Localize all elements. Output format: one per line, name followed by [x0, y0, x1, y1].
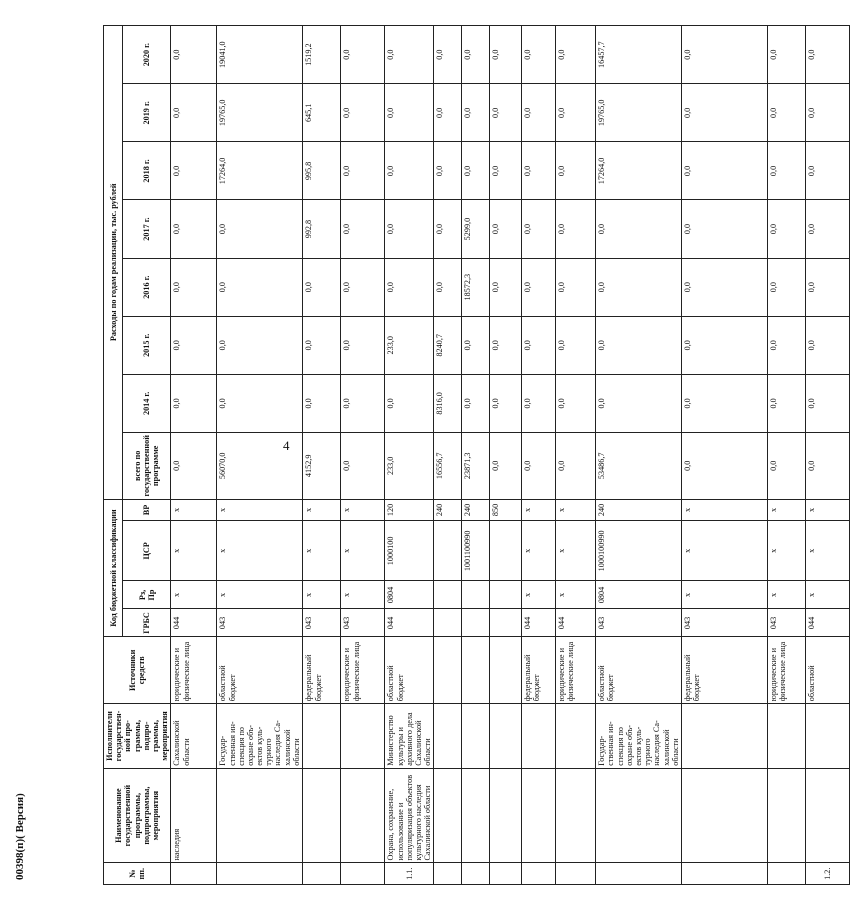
cell-2014: 0,0 [171, 374, 217, 432]
cell-2017: 0,0 [217, 200, 303, 258]
cell-executor: Государ-ственная ин-спекция по охране объ-ектов куль-турного наследия Са-халинской области [596, 704, 682, 769]
cell-2016: 0,0 [767, 258, 805, 316]
cell-vr: 240 [462, 499, 490, 521]
cell-executor: Государ-ственная ин-спекция по охране объ-ектов куль-турного наследия Са-халинской области [217, 704, 303, 769]
cell-grbs: 044 [385, 609, 434, 637]
table-row [462, 26, 490, 885]
cell-2018: 0,0 [490, 142, 522, 200]
cell-source: областной бюджет [385, 637, 434, 704]
cell-2016: 0,0 [341, 258, 385, 316]
cell-total: 23871,3 [462, 432, 490, 499]
cell-2015: 0,0 [490, 316, 522, 374]
cell-2020: 0,0 [556, 26, 596, 84]
cell-csr: 1000100990 [596, 521, 682, 581]
cell-2015: 0,0 [522, 316, 556, 374]
cell-2019: 0,0 [385, 84, 434, 142]
cell-total: 4152,9 [303, 432, 341, 499]
cell-2020: 0,0 [681, 26, 767, 84]
cell-2019: 0,0 [490, 84, 522, 142]
cell-total: 56070,0 [217, 432, 303, 499]
cell-2015: 0,0 [681, 316, 767, 374]
cell-2019: 0,0 [556, 84, 596, 142]
cell-csr: х [522, 521, 556, 581]
cell-grbs: 044 [171, 609, 217, 637]
cell-executor [805, 704, 849, 769]
cell-2018: 0,0 [522, 142, 556, 200]
cell-num: 1.1. [385, 863, 434, 885]
cell-vr: х [681, 499, 767, 521]
cell-2014: 0,0 [217, 374, 303, 432]
cell-2015: 0,0 [217, 316, 303, 374]
cell-name [217, 768, 303, 863]
cell-rzpr: х [522, 581, 556, 609]
cell-2019: 0,0 [805, 84, 849, 142]
cell-rzpr: х [556, 581, 596, 609]
cell-2014: 0,0 [596, 374, 682, 432]
cell-name [681, 768, 767, 863]
cell-2014: 0,0 [490, 374, 522, 432]
cell-name [303, 768, 341, 863]
cell-source: областной бюджет [217, 637, 303, 704]
cell-2016: 0,0 [681, 258, 767, 316]
budget-table [103, 25, 850, 885]
cell-2016: 0,0 [596, 258, 682, 316]
cell-source [490, 637, 522, 704]
cell-vr: 850 [490, 499, 522, 521]
cell-2019: 19765,0 [217, 84, 303, 142]
cell-num [556, 863, 596, 885]
cell-2016: 0,0 [556, 258, 596, 316]
cell-total: 0,0 [171, 432, 217, 499]
cell-source [434, 637, 462, 704]
cell-2015: 0,0 [341, 316, 385, 374]
table-row [681, 26, 767, 885]
cell-executor [303, 704, 341, 769]
cell-2014: 0,0 [522, 374, 556, 432]
cell-total: 0,0 [556, 432, 596, 499]
cell-grbs [434, 609, 462, 637]
cell-2016: 0,0 [171, 258, 217, 316]
cell-vr: 240 [596, 499, 682, 521]
cell-2020: 0,0 [434, 26, 462, 84]
cell-rzpr: 0804 [385, 581, 434, 609]
cell-2019: 0,0 [171, 84, 217, 142]
cell-name [805, 768, 849, 863]
cell-vr: х [767, 499, 805, 521]
cell-2020: 0,0 [522, 26, 556, 84]
cell-rzpr: х [805, 581, 849, 609]
cell-source: областной [805, 637, 849, 704]
cell-2017: 0,0 [681, 200, 767, 258]
cell-num [171, 863, 217, 885]
cell-2014: 0,0 [385, 374, 434, 432]
cell-2016: 18572,3 [462, 258, 490, 316]
cell-rzpr: х [303, 581, 341, 609]
cell-executor [767, 704, 805, 769]
cell-2015: 0,0 [556, 316, 596, 374]
cell-2018: 0,0 [805, 142, 849, 200]
cell-csr: х [303, 521, 341, 581]
col-header-2017: 2017 г. [123, 200, 171, 258]
cell-2017: 0,0 [767, 200, 805, 258]
cell-grbs: 044 [556, 609, 596, 637]
cell-executor [556, 704, 596, 769]
col-header-2016: 2016 г. [123, 258, 171, 316]
cell-2020: 0,0 [767, 26, 805, 84]
cell-2020: 0,0 [341, 26, 385, 84]
cell-2019: 19765,0 [596, 84, 682, 142]
cell-2020: 0,0 [385, 26, 434, 84]
cell-rzpr [490, 581, 522, 609]
cell-2015: 0,0 [805, 316, 849, 374]
cell-2017: 0,0 [522, 200, 556, 258]
table-row [171, 26, 217, 885]
cell-2014: 0,0 [462, 374, 490, 432]
cell-csr: х [805, 521, 849, 581]
cell-2018: 0,0 [462, 142, 490, 200]
budget-table-rotated [103, 25, 832, 885]
cell-num [462, 863, 490, 885]
cell-2015: 0,0 [171, 316, 217, 374]
cell-2019: 0,0 [767, 84, 805, 142]
cell-grbs: 043 [303, 609, 341, 637]
cell-name: наследия [171, 768, 217, 863]
col-header-2014: 2014 г. [123, 374, 171, 432]
cell-total: 53486,7 [596, 432, 682, 499]
cell-executor [341, 704, 385, 769]
table-body [171, 26, 850, 885]
cell-num [303, 863, 341, 885]
col-header-2020: 2020 г. [123, 26, 171, 84]
cell-vr: х [341, 499, 385, 521]
cell-2017: 0,0 [556, 200, 596, 258]
cell-csr: х [681, 521, 767, 581]
cell-grbs: 043 [681, 609, 767, 637]
cell-rzpr: х [681, 581, 767, 609]
cell-rzpr: 0804 [596, 581, 682, 609]
table-row [217, 26, 303, 885]
cell-2014: 8316,0 [434, 374, 462, 432]
cell-source: областной бюджет [596, 637, 682, 704]
cell-vr: х [522, 499, 556, 521]
cell-name [556, 768, 596, 863]
cell-rzpr [434, 581, 462, 609]
cell-2018: 0,0 [434, 142, 462, 200]
cell-2020: 0,0 [805, 26, 849, 84]
table-row [341, 26, 385, 885]
header-row-1 [104, 26, 123, 885]
table-row [385, 26, 434, 885]
cell-num [596, 863, 682, 885]
table-row [556, 26, 596, 885]
cell-2018: 0,0 [681, 142, 767, 200]
cell-vr: х [171, 499, 217, 521]
cell-name [767, 768, 805, 863]
cell-2015: 0,0 [462, 316, 490, 374]
cell-name [596, 768, 682, 863]
col-header-rzpr: Рз, Пр [123, 581, 171, 609]
cell-total: 0,0 [767, 432, 805, 499]
cell-total: 16556,7 [434, 432, 462, 499]
cell-source: федеральный бюджет [522, 637, 556, 704]
cell-grbs: 043 [217, 609, 303, 637]
cell-vr: х [556, 499, 596, 521]
cell-2014: 0,0 [681, 374, 767, 432]
table-row [596, 26, 682, 885]
col-header-num: № пп. [104, 863, 171, 885]
document-footer: 00398(п)( Версия) [14, 793, 26, 880]
cell-2014: 0,0 [767, 374, 805, 432]
cell-vr: 120 [385, 499, 434, 521]
cell-name [341, 768, 385, 863]
cell-csr: х [171, 521, 217, 581]
table-row [434, 26, 462, 885]
cell-2019: 0,0 [522, 84, 556, 142]
cell-total: 0,0 [681, 432, 767, 499]
table-row [767, 26, 805, 885]
cell-num [490, 863, 522, 885]
cell-name [462, 768, 490, 863]
cell-rzpr: х [341, 581, 385, 609]
cell-2020: 0,0 [171, 26, 217, 84]
cell-source: юридические и физические лица [341, 637, 385, 704]
cell-2020: 16457,7 [596, 26, 682, 84]
cell-2017: 992,8 [303, 200, 341, 258]
cell-2019: 0,0 [341, 84, 385, 142]
col-header-source: Источники средств [104, 637, 171, 704]
cell-grbs: 044 [522, 609, 556, 637]
col-header-vr: ВР [123, 499, 171, 521]
cell-rzpr: х [171, 581, 217, 609]
cell-source [462, 637, 490, 704]
cell-2018: 0,0 [385, 142, 434, 200]
cell-total: 0,0 [341, 432, 385, 499]
cell-2014: 0,0 [805, 374, 849, 432]
cell-2017: 0,0 [385, 200, 434, 258]
cell-total: 0,0 [522, 432, 556, 499]
cell-csr: х [217, 521, 303, 581]
cell-2016: 0,0 [303, 258, 341, 316]
cell-2014: 0,0 [303, 374, 341, 432]
cell-vr: х [303, 499, 341, 521]
cell-vr: 240 [434, 499, 462, 521]
col-header-2019: 2019 г. [123, 84, 171, 142]
cell-total: 0,0 [490, 432, 522, 499]
cell-2018: 995,8 [303, 142, 341, 200]
cell-grbs: 044 [805, 609, 849, 637]
col-header-expenses: Расходы по годам реализации, тыс. рублей [104, 26, 123, 500]
cell-2018: 17264,0 [217, 142, 303, 200]
cell-2019: 0,0 [681, 84, 767, 142]
cell-grbs [490, 609, 522, 637]
cell-2017: 0,0 [596, 200, 682, 258]
cell-2016: 0,0 [522, 258, 556, 316]
table-row [522, 26, 556, 885]
cell-executor: Сахалинской области [171, 704, 217, 769]
cell-2017: 0,0 [434, 200, 462, 258]
cell-vr: х [217, 499, 303, 521]
cell-source: юридические и физические лица [767, 637, 805, 704]
cell-csr: х [556, 521, 596, 581]
cell-2019: 645,1 [303, 84, 341, 142]
cell-2017: 0,0 [805, 200, 849, 258]
cell-2017: 5299,0 [462, 200, 490, 258]
page-number: 4 [283, 438, 290, 453]
table-row [490, 26, 522, 885]
cell-total: 0,0 [805, 432, 849, 499]
col-header-kbk: Код бюджетной классификации [104, 499, 123, 637]
cell-2016: 0,0 [434, 258, 462, 316]
table-row [303, 26, 341, 885]
col-header-total: всего по государственной программе [123, 432, 171, 499]
cell-2017: 0,0 [171, 200, 217, 258]
cell-2016: 0,0 [217, 258, 303, 316]
col-header-2018: 2018 г. [123, 142, 171, 200]
cell-2015: 233,0 [385, 316, 434, 374]
cell-executor [522, 704, 556, 769]
col-header-grbs: ГРБС [123, 609, 171, 637]
cell-rzpr: х [767, 581, 805, 609]
cell-2019: 0,0 [462, 84, 490, 142]
cell-2020: 0,0 [462, 26, 490, 84]
cell-2018: 17264,0 [596, 142, 682, 200]
cell-2020: 19041,0 [217, 26, 303, 84]
cell-source: юридические и физические лица [171, 637, 217, 704]
cell-2019: 0,0 [434, 84, 462, 142]
cell-executor [490, 704, 522, 769]
cell-csr [490, 521, 522, 581]
col-header-executor: Исполнители государствен-ной про-граммы, подпро-граммы, мероприятия [104, 704, 171, 769]
cell-executor [681, 704, 767, 769]
cell-2016: 0,0 [805, 258, 849, 316]
cell-num [522, 863, 556, 885]
cell-num [767, 863, 805, 885]
cell-rzpr: х [217, 581, 303, 609]
cell-csr: х [341, 521, 385, 581]
cell-2018: 0,0 [556, 142, 596, 200]
cell-2016: 0,0 [385, 258, 434, 316]
cell-executor: Министерство культуры и архивного дела Сахалинской области [385, 704, 434, 769]
cell-csr: х [767, 521, 805, 581]
col-header-csr: ЦСР [123, 521, 171, 581]
cell-2018: 0,0 [767, 142, 805, 200]
cell-csr: 1000100 [385, 521, 434, 581]
cell-name: Охрана, сохранение, использование и популяризация объектов культурного наследия Сахалинской области [385, 768, 434, 863]
cell-2018: 0,0 [341, 142, 385, 200]
cell-name [490, 768, 522, 863]
cell-num [217, 863, 303, 885]
cell-source: федеральный бюджет [681, 637, 767, 704]
cell-source: юридические и физические лица [556, 637, 596, 704]
cell-2015: 0,0 [303, 316, 341, 374]
cell-source: федеральный бюджет [303, 637, 341, 704]
col-header-name: Наименование государственной программы, подпрограммы, мероприятия [104, 768, 171, 863]
cell-num [341, 863, 385, 885]
cell-name [434, 768, 462, 863]
cell-grbs: 043 [767, 609, 805, 637]
cell-2014: 0,0 [341, 374, 385, 432]
cell-name [522, 768, 556, 863]
cell-grbs: 043 [341, 609, 385, 637]
cell-num: 1.2. [805, 863, 849, 885]
cell-2017: 0,0 [341, 200, 385, 258]
cell-2017: 0,0 [490, 200, 522, 258]
cell-rzpr [462, 581, 490, 609]
cell-2014: 0,0 [556, 374, 596, 432]
table-row [805, 26, 849, 885]
cell-total: 233,0 [385, 432, 434, 499]
cell-2018: 0,0 [171, 142, 217, 200]
cell-2020: 0,0 [490, 26, 522, 84]
cell-2015: 0,0 [767, 316, 805, 374]
cell-2020: 1519,2 [303, 26, 341, 84]
cell-2015: 8240,7 [434, 316, 462, 374]
cell-csr [434, 521, 462, 581]
cell-2016: 0,0 [490, 258, 522, 316]
cell-2015: 0,0 [596, 316, 682, 374]
cell-grbs: 043 [596, 609, 682, 637]
cell-executor [462, 704, 490, 769]
cell-vr: х [805, 499, 849, 521]
cell-num [681, 863, 767, 885]
cell-grbs [462, 609, 490, 637]
cell-csr: 1001100990 [462, 521, 490, 581]
cell-executor [434, 704, 462, 769]
cell-num [434, 863, 462, 885]
col-header-2015: 2015 г. [123, 316, 171, 374]
